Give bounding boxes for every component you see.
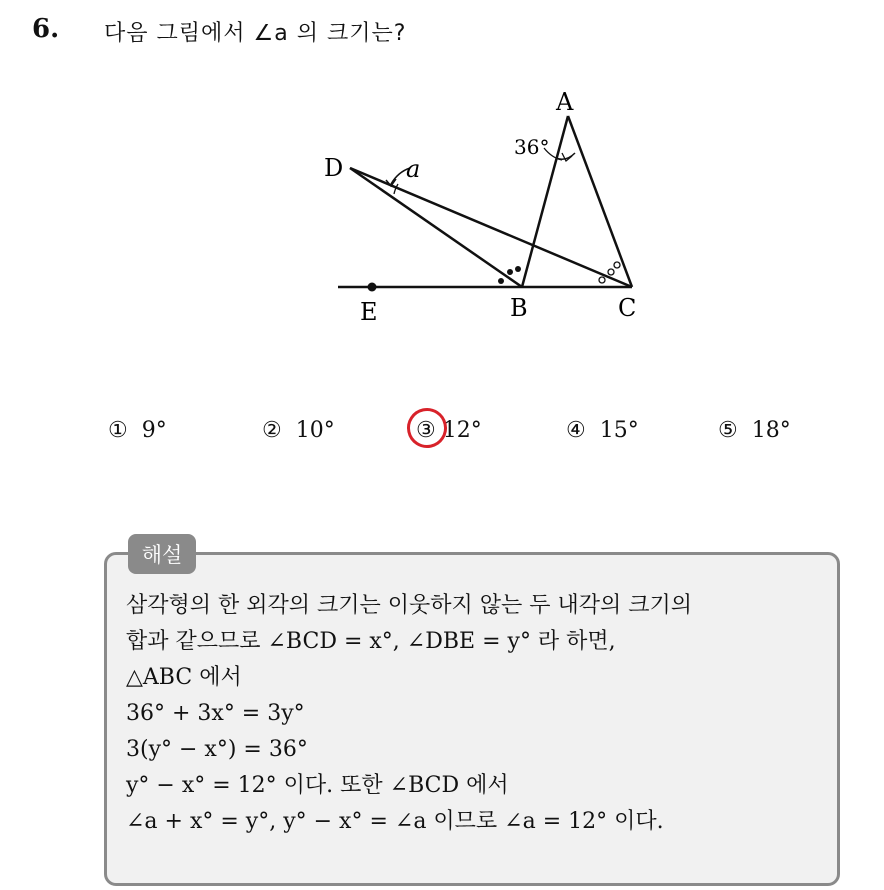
solution-line: 3(y° − x°) = 36° [126, 737, 308, 762]
label-angle-a: a [406, 155, 421, 183]
angle-mark-c [614, 262, 620, 268]
label-b: B [510, 294, 528, 322]
choice-marker: ② [262, 418, 282, 443]
choice-5[interactable] [718, 418, 791, 443]
solution-line: △ABC 에서 [126, 665, 242, 690]
solution-line: 36° + 3x° = 3y° [126, 701, 305, 726]
angle-mark-b [507, 269, 513, 275]
solution-line: ∠a + x° = y°, y° − x° = ∠a 이므로 ∠a = 12° 이다. [126, 809, 664, 834]
choice-marker: ⑤ [718, 418, 738, 443]
question-text: 다음 그림에서 ∠a 의 크기는? [104, 21, 407, 46]
choice-marker: ④ [566, 418, 586, 443]
point-e [368, 283, 377, 292]
choice-value: 15° [599, 418, 639, 443]
choice-value: 9° [141, 418, 167, 443]
label-angle-36: 36° [514, 135, 550, 159]
choice-value: 18° [751, 418, 791, 443]
choice-marker: ① [108, 418, 128, 443]
label-a: A [556, 88, 574, 116]
choice-1[interactable] [108, 418, 167, 443]
segment-ac [568, 116, 632, 287]
choice-4[interactable] [566, 418, 639, 443]
segment-dc [350, 168, 632, 287]
geometry-figure [300, 80, 660, 330]
angle-mark-b [498, 278, 504, 284]
angle-mark-b [515, 266, 521, 272]
solution-line: 삼각형의 한 외각의 크기는 이웃하지 않는 두 내각의 크기의 [126, 593, 692, 618]
selected-answer-circle [403, 404, 450, 451]
choice-3[interactable] [416, 418, 482, 443]
choice-marker: ③ [416, 418, 436, 443]
label-e: E [360, 298, 378, 326]
answer-choices [108, 418, 828, 452]
label-d: D [324, 154, 344, 182]
label-c: C [618, 294, 637, 322]
solution-label: 해설 [128, 534, 196, 574]
angle-mark-c [608, 269, 614, 275]
choice-value: 10° [295, 418, 335, 443]
solution-line: 합과 같으므로 ∠BCD = x°, ∠DBE = y° 라 하면, [126, 629, 616, 654]
question-number: 6. [32, 14, 60, 44]
angle-mark-c [599, 277, 605, 283]
choice-2[interactable] [262, 418, 335, 443]
choice-value: 12° [442, 418, 482, 443]
segment-db [350, 168, 522, 287]
solution-line: y° − x° = 12° 이다. 또한 ∠BCD 에서 [126, 773, 509, 798]
solution-text [126, 588, 826, 840]
